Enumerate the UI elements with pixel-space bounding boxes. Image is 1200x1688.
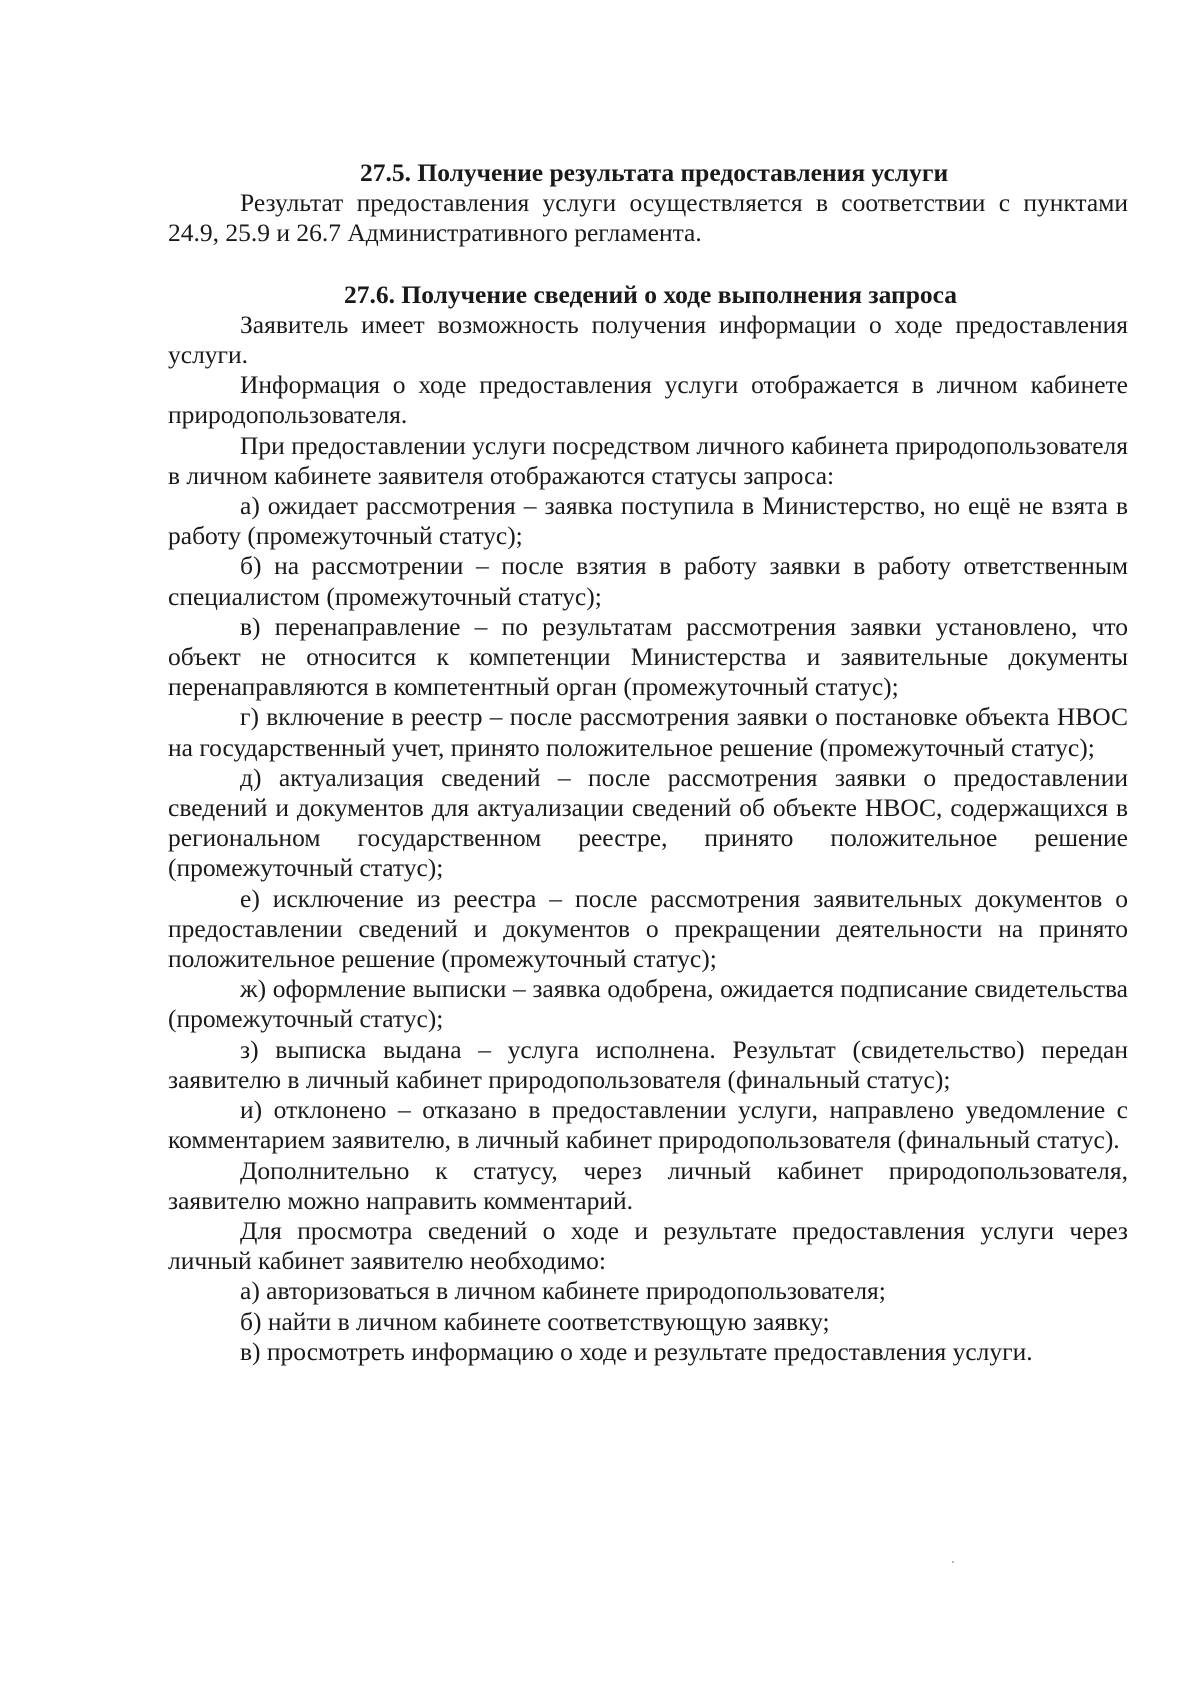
section-27-5-text: Результат предоставления услуги осуществляется в соответствии с пунктами 24.9, 25.9 и 26.7 Административного регламента. — [168, 188, 1128, 248]
section-27-5-title: 27.5. Получение результата предоставления услуги — [360, 158, 949, 187]
status-item-awaiting: а) ожидает рассмотрения – заявка поступила в Министерство, но ещё не взята в работу (промежуточный статус); — [168, 491, 1128, 551]
status-item-registry-exclusion: е) исключение из реестра – после рассмотрения заявительных документов о предоставлении сведений и документов о прекращении деятельности на принято положительное решение (промежуточный статус); — [168, 883, 1128, 974]
status-item-under-review: б) на рассмотрении – после взятия в работу заявки в работу ответственным специалистом (промежуточный статус); — [168, 551, 1128, 611]
paragraph-steps-intro: Для просмотра сведений о ходе и результате предоставления услуги через личный кабинет заявителю необходимо: — [168, 1215, 1128, 1276]
status-item-redirect: в) перенаправление – по результатам рассмотрения заявки установлено, что объект не относится к компетенции Министерства и заявительные документы перенаправляются в компетентный орган (промежуточный статус); — [168, 611, 1128, 702]
scan-speck — [952, 1561, 954, 1563]
step-item-view-info: в) просмотреть информацию о ходе и результате предоставления услуги. — [240, 1336, 1033, 1366]
paragraph-statuses-intro: При предоставлении услуги посредством личного кабинета природопользователя в личном кабинете заявителя отображаются статусы запроса: — [168, 430, 1128, 490]
status-list — [168, 491, 1128, 1155]
document-page — [168, 158, 1128, 1367]
paragraph-possibility: Заявитель имеет возможность получения информации о ходе предоставления услуги. — [168, 309, 1128, 370]
status-item-update-info: д) актуализация сведений – после рассмотрения заявки о предоставлении сведений и документов для актуализации сведений об объекте НВОС, содержащихся в региональном государственном реестре, принято положительное решение (промежуточный статус); — [168, 762, 1128, 883]
section-27-6-title: 27.6. Получение сведений о ходе выполнения запроса — [344, 279, 958, 309]
status-item-extract-processing: ж) оформление выписки – заявка одобрена, ожидается подписание свидетельства (промежуточный статус); — [168, 974, 1128, 1034]
paragraph-comment-note: Дополнительно к статусу, через личный кабинет природопользователя, заявителю можно направить комментарий. — [168, 1155, 1128, 1215]
step-item-find-application: б) найти в личном кабинете соответствующую заявку; — [240, 1306, 830, 1336]
status-item-rejected: и) отклонено – отказано в предоставлении услуги, направлено уведомление с комментарием заявителю, в личный кабинет природопользователя (финальный статус). — [168, 1095, 1128, 1155]
status-item-extract-issued: з) выписка выдана – услуга исполнена. Результат (свидетельство) передан заявителю в личный кабинет природопользователя (финальный статус); — [168, 1034, 1128, 1094]
status-item-registry-inclusion: г) включение в реестр – после рассмотрения заявки о постановке объекта НВОС на государственный учет, принято положительное решение (промежуточный статус); — [168, 702, 1128, 762]
step-item-authorize: а) авторизоваться в личном кабинете природопользователя; — [240, 1276, 886, 1306]
paragraph-display-info: Информация о ходе предоставления услуги отображается в личном кабинете природопользователя. — [168, 370, 1128, 430]
steps-list — [168, 1276, 1128, 1367]
